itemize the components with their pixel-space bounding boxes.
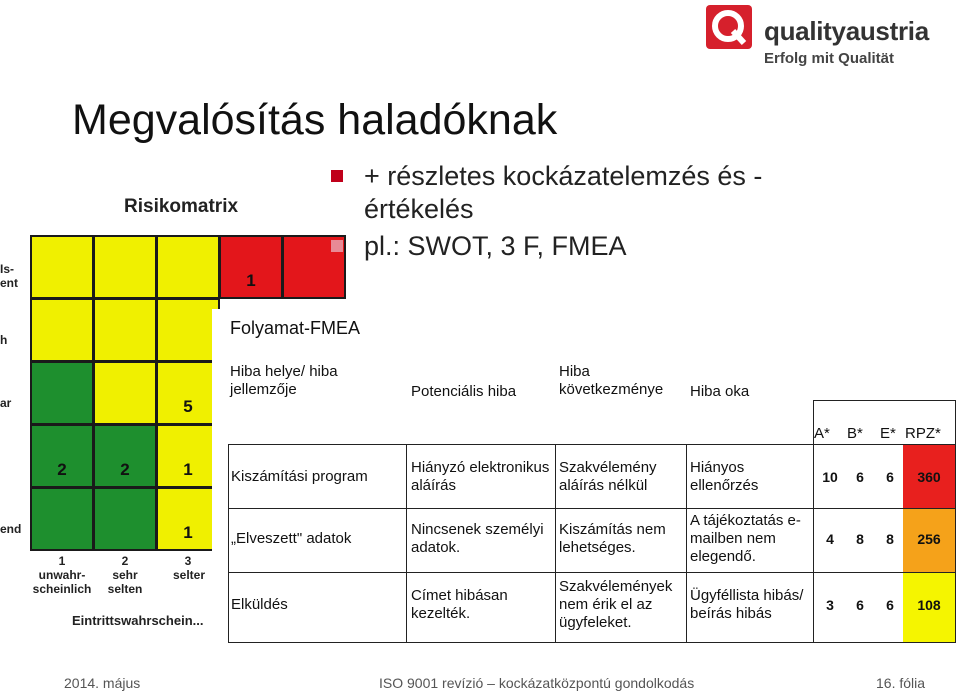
matrix-cell <box>93 298 157 362</box>
matrix-x-label: unwahr- <box>38 568 86 582</box>
matrix-cell <box>30 298 94 362</box>
row1-c1: Kiszámítási program <box>231 468 368 485</box>
logo-brand: qualityaustria <box>764 16 929 46</box>
row2-rpz: 256 <box>917 531 941 547</box>
matrix-x-axis-title: Eintrittswahrschein... <box>72 614 204 628</box>
bullet-line: pl.: SWOT, 3 F, FMEA <box>364 231 627 261</box>
matrix-cell <box>93 361 157 425</box>
row3-c3: ügyfeleket. <box>559 614 632 631</box>
row2-c1: „Elveszett" adatok <box>231 530 352 547</box>
row3-rpz: 108 <box>917 597 941 613</box>
matrix-x-label: 2 <box>121 554 129 568</box>
matrix-cell <box>156 235 220 299</box>
risk-matrix-title: Risikomatrix <box>124 196 239 217</box>
header-col2: Potenciális hiba <box>411 383 517 400</box>
row2-c4: elegendő. <box>690 548 756 565</box>
matrix-cell-label: 1 <box>246 271 256 290</box>
matrix-cell <box>156 487 220 551</box>
table-line <box>813 400 956 401</box>
matrix-cell <box>156 298 220 362</box>
row3-c1: Elküldés <box>231 596 288 613</box>
row2-c2: adatok. <box>411 539 461 556</box>
row1-c3: aláírás nélkül <box>559 477 648 494</box>
matrix-x-label: sehr <box>112 568 138 582</box>
row2-c3: lehetséges. <box>559 539 636 556</box>
header-col3: következménye <box>559 381 664 398</box>
table-line <box>686 444 687 642</box>
matrix-cell <box>93 235 157 299</box>
row1-c4: ellenőrzés <box>690 477 759 494</box>
matrix-cell-label: 1 <box>183 523 193 542</box>
matrix-cell <box>219 235 283 299</box>
row2-a: 4 <box>826 531 834 547</box>
bullet-line: + részletes kockázatelemzés és - <box>364 161 763 191</box>
matrix-cell <box>93 487 157 551</box>
table-line <box>228 508 956 509</box>
header-a: A* <box>814 425 830 442</box>
matrix-cell <box>156 424 220 488</box>
footer-topic: ISO 9001 revízió – kockázatközpontú gondolkodás <box>379 675 695 691</box>
table-line <box>228 642 956 643</box>
header-col1: jellemzője <box>230 381 297 398</box>
table-line <box>813 400 814 642</box>
row3-b: 6 <box>856 597 864 613</box>
bullet-square-icon <box>331 240 343 252</box>
row1-c2: Hiányzó elektronikus <box>411 459 550 476</box>
header-col4: Hiba oka <box>690 383 750 400</box>
row1-a: 10 <box>822 469 838 485</box>
row3-c2: kezelték. <box>411 605 471 622</box>
matrix-x-label: selten <box>107 582 143 596</box>
header-e: E* <box>880 425 896 442</box>
quality-austria-logo-icon <box>706 5 752 49</box>
matrix-cell <box>30 424 94 488</box>
matrix-cell <box>30 361 94 425</box>
row3-c3: Szakvélemények <box>559 578 673 595</box>
table-line <box>228 444 229 642</box>
row3-c3: nem érik el az <box>559 596 653 613</box>
matrix-x-label: scheinlich <box>32 582 92 596</box>
table-line <box>555 444 556 642</box>
matrix-cell <box>93 424 157 488</box>
matrix-y-label: ent <box>0 276 18 290</box>
row1-c3: Szakvélemény <box>559 459 657 476</box>
matrix-cell <box>30 235 94 299</box>
footer-date: 2014. május <box>64 675 141 691</box>
matrix-x-label: selter <box>172 568 206 582</box>
row3-c4: Ügyféllista hibás/ <box>690 587 804 604</box>
row3-e: 6 <box>886 597 894 613</box>
matrix-y-label: Is- <box>0 262 15 276</box>
row3-a: 3 <box>826 597 834 613</box>
matrix-x-label: 1 <box>58 554 66 568</box>
row3-c4: beírás hibás <box>690 605 772 622</box>
header-col3: Hiba <box>559 363 590 380</box>
matrix-cell-label: 2 <box>120 460 130 479</box>
matrix-cell-label: 2 <box>57 460 67 479</box>
header-b: B* <box>847 425 863 442</box>
row2-c4: mailben nem <box>690 530 776 547</box>
row2-b: 8 <box>856 531 864 547</box>
logo-tagline: Erfolg mit Qualität <box>764 50 895 67</box>
row1-c4: Hiányos <box>690 459 745 476</box>
row1-e: 6 <box>886 469 894 485</box>
matrix-y-label: end <box>0 522 22 536</box>
matrix-y-label: ar <box>0 396 12 410</box>
fmea-title: Folyamat-FMEA <box>230 318 361 338</box>
table-line <box>228 572 956 573</box>
row1-b: 6 <box>856 469 864 485</box>
matrix-cell-label: 5 <box>183 397 193 416</box>
row3-c2: Címet hibásan <box>411 587 508 604</box>
row2-e: 8 <box>886 531 894 547</box>
table-line <box>955 400 956 642</box>
matrix-y-label: h <box>0 333 8 347</box>
matrix-cell <box>156 361 220 425</box>
row2-c2: Nincsenek személyi <box>411 521 544 538</box>
bullet-line: értékelés <box>364 194 474 224</box>
row1-rpz: 360 <box>917 469 941 485</box>
row2-c3: Kiszámítás nem <box>559 521 666 538</box>
footer-slide-number: 16. fólia <box>876 675 926 691</box>
table-line <box>228 444 956 445</box>
matrix-x-label: 3 <box>184 554 192 568</box>
row1-c2: aláírás <box>411 477 457 494</box>
bullet-square-icon <box>331 170 343 182</box>
header-col1: Hiba helye/ hiba <box>230 363 338 380</box>
matrix-cell-label: 1 <box>183 460 193 479</box>
row2-c4: A tájékoztatás e- <box>690 512 801 529</box>
slide-title: Megvalósítás haladóknak <box>72 96 558 144</box>
table-line <box>406 444 407 642</box>
header-rpz: RPZ* <box>905 425 941 442</box>
matrix-cell <box>30 487 94 551</box>
